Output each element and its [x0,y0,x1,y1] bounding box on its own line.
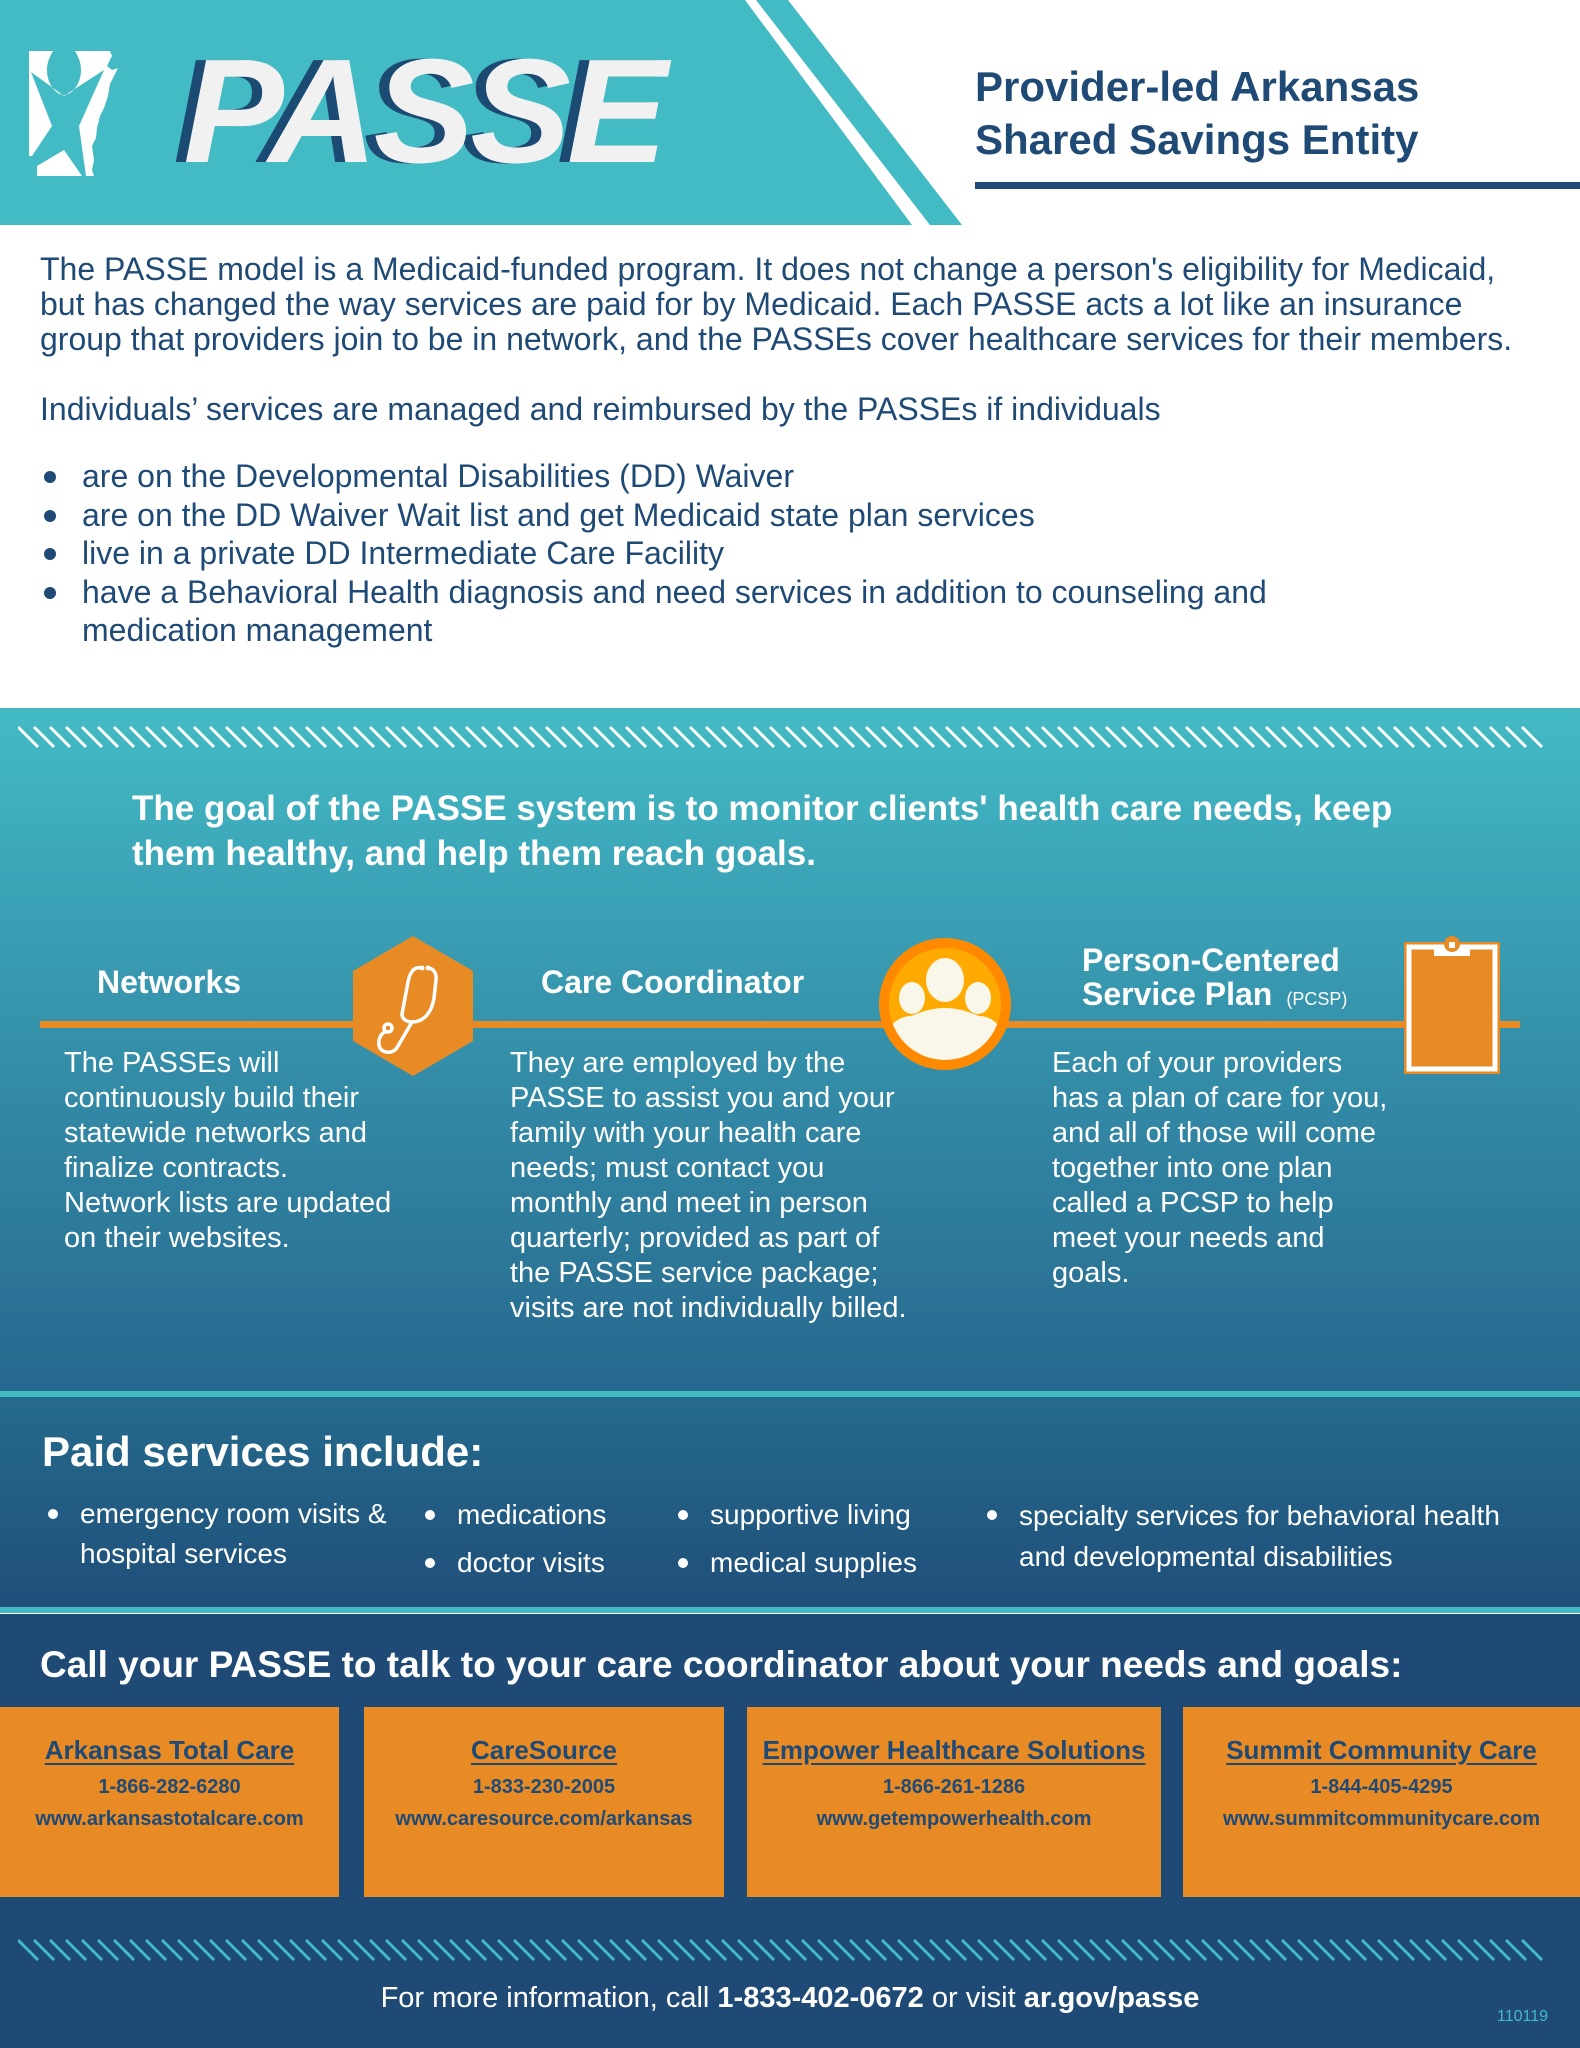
header-subtitle [975,60,1535,166]
provider-phone: 1-844-405-4295 [1310,1776,1453,1798]
service-item [710,1495,911,1535]
goal-statement: The goal of the PASSE system is to monitor clients' health care needs, keep them healthy, and help them reach goals. [132,789,1393,873]
pcsp-description: Each of your providers has a plan of care for you, and all of those will come together into one plan called a PCSP to help meet your needs and goals. [1052,1047,1388,1289]
eligibility-item [40,496,1540,535]
pcsp-title-line-2 [1082,977,1347,1016]
eligibility-list [40,457,1540,650]
eligibility-item [40,457,1540,496]
bullet-icon [678,1510,688,1520]
service-item [457,1543,605,1583]
call-title: Call your PASSE to talk to your care coordinator about your needs and goals: [40,1644,1403,1685]
timeline-line [40,1021,1520,1028]
provider-card [1183,1707,1580,1897]
section-divider [0,1607,1580,1613]
provider-phone: 1-866-282-6280 [98,1776,241,1798]
footer-prefix: For more information, call [380,1982,718,2014]
care-coordinator-title: Care Coordinator [541,964,805,1000]
pcsp-title-text: Service Plan [1082,976,1273,1012]
subtitle-line-1: Provider-led Arkansas [975,63,1420,110]
service-item-text: specialty services for behavioral health and developmental disabilities [1019,1500,1500,1572]
subtitle-divider [975,182,1580,189]
subtitle-line-2: Shared Savings Entity [975,116,1419,163]
intro-paragraph-1: The PASSE model is a Medicaid-funded program. It does not change a person's eligibility for Medicaid, but has changed the way services are paid for by Medicaid. Each PASSE acts a lot like an insurance group that providers join to be in network, and the PASSEs cover healthcare services for their members. [40,251,1513,357]
provider-card [364,1707,724,1897]
intro-section [40,252,1540,650]
care-coordinator-description: They are employed by the PASSE to assist you and your family with your health care needs; must contact you monthly and meet in person quarterly; provided as part of the PASSE service package; visits are not individually billed. [510,1047,907,1324]
provider-name-link[interactable]: CareSource [471,1735,617,1765]
bullet-icon [678,1558,688,1568]
eligibility-item [40,573,1362,650]
document-code: 110119 [1496,2008,1548,2025]
service-item-text: emergency room visits & hospital services [80,1498,387,1569]
service-item [80,1494,400,1574]
pcsp-title-line-1: Person-Centered [1082,942,1340,978]
bullet-icon [44,471,56,483]
eligibility-item-text: live in a private DD Intermediate Care Facility [82,535,725,571]
provider-website: www.caresource.com/arkansas [395,1808,693,1830]
bullet-icon [44,587,56,599]
passe-logo-wordmark: PASSE [183,29,664,194]
networks-title: Networks [97,964,242,1000]
bullet-icon [987,1510,997,1520]
pcsp-abbrev: (PCSP) [1286,989,1348,1009]
hatch-divider-bottom [18,1938,1558,1962]
provider-phone: 1-833-230-2005 [472,1776,616,1798]
service-item-text: supportive living [710,1499,911,1530]
bullet-icon [425,1510,435,1520]
bullet-icon [44,510,56,522]
paid-services-title: Paid services include: [42,1428,484,1475]
eligibility-item [40,534,1540,573]
service-item [1019,1495,1519,1577]
goal-section [0,708,1580,1391]
call-section [0,1614,1580,2048]
paid-services-section [0,1397,1580,1607]
bullet-icon [425,1558,435,1568]
service-item-text: doctor visits [457,1547,605,1578]
bullet-icon [44,548,56,560]
provider-website: www.getempowerhealth.com [816,1808,1092,1830]
provider-phone: 1-866-261-1286 [882,1776,1026,1798]
eligibility-item-text: are on the DD Waiver Wait list and get Medicaid state plan services [82,496,1035,533]
provider-card [0,1707,339,1897]
networks-description: The PASSEs will continuously build their statewide networks and finalize contracts. Network lists are updated on their websites. [64,1047,392,1254]
eligibility-item-text: have a Behavioral Health diagnosis and need services in addition to counseling and medication management [82,573,1267,648]
footer-website-link[interactable]: ar.gov/passe [1023,1982,1200,2014]
header [0,0,1580,225]
provider-name-link[interactable]: Arkansas Total Care [44,1735,295,1765]
provider-website: www.summitcommunitycare.com [1222,1808,1541,1830]
service-item-text: medications [457,1499,607,1530]
provider-website: www.arkansastotalcare.com [35,1808,304,1830]
service-item [710,1543,917,1583]
intro-paragraph-2: Individuals’ services are managed and reimbursed by the PASSEs if individuals [40,391,1161,427]
footer-phone: 1-833-402-0672 [717,1982,924,2014]
pcsp-title [1082,943,1347,1016]
eligibility-item-text: are on the Developmental Disabilities (DD) Waiver [82,458,794,494]
provider-card [747,1707,1161,1897]
provider-name-link[interactable]: Summit Community Care [1226,1735,1537,1765]
hatch-divider-top [18,725,1558,749]
provider-name-link[interactable]: Empower Healthcare Solutions [762,1735,1146,1765]
service-item [457,1495,606,1535]
clipboard-icon [1404,936,1500,1074]
bullet-icon [48,1509,58,1519]
footer-info [0,1980,1580,2016]
service-item-text: medical supplies [710,1547,917,1578]
footer-middle: or visit [923,1982,1024,2014]
